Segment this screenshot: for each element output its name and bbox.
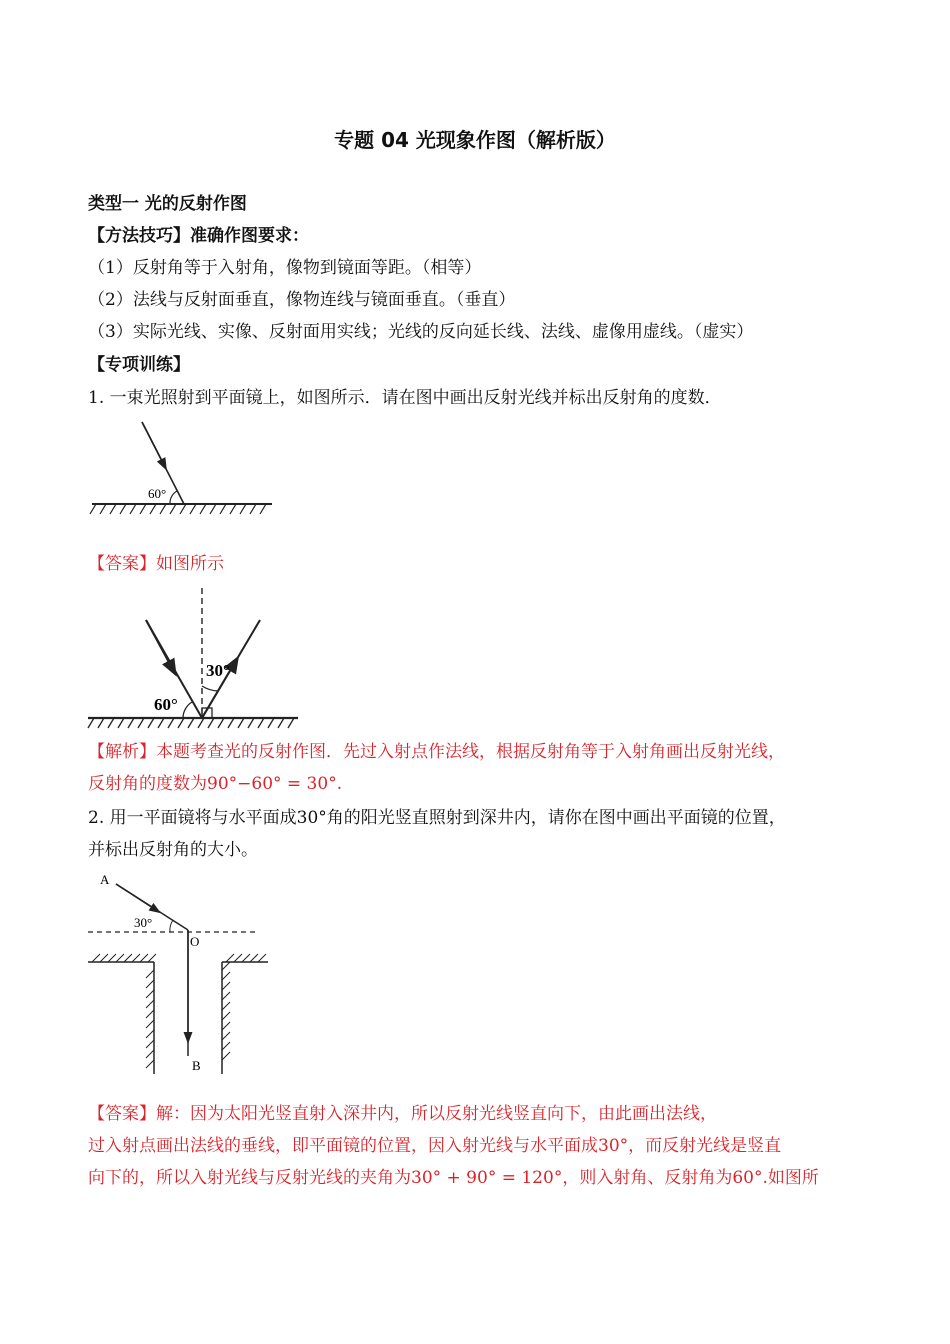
q1-figure (90, 420, 280, 520)
q1-analysis-line: 反射角的度数为90°−60° = 30°. (88, 774, 343, 794)
q2-figure (86, 868, 276, 1088)
q2-angle-label: 30° (134, 915, 153, 930)
question-2-text: 2. 用一平面镜将与水平面成30°角的阳光竖直照射到深井内，请你在图中画出平面镜的位置， (88, 808, 786, 828)
q1-angle-label: 60° (148, 486, 167, 501)
q2-answer-line: 过入射点画出法线的垂线，即平面镜的位置，因入射光线与水平面成30°，而反射光线是竖直 (88, 1136, 782, 1156)
page-title: 专题 04 光现象作图（解析版） (334, 128, 616, 152)
question-1-text: 1. 一束光照射到平面镜上，如图所示．请在图中画出反射光线并标出反射角的度数． (88, 388, 722, 408)
ans-reflect-angle-label: 30° (206, 661, 230, 680)
q1-answer: 【答案】如图所示 (88, 554, 224, 574)
training-heading: 【专项训练】 (88, 355, 190, 375)
q2-answer-line: 【答案】解：因为太阳光竖直射入深井内，所以反射光线竖直向下，由此画出法线， (88, 1104, 717, 1124)
rule-item: （1）反射角等于入射角，像物到镜面等距。（相等） (88, 258, 482, 278)
q2-answer-line: 向下的，所以入射光线与反射光线的夹角为30° + 90° = 120°，则入射角、反射角为60°.如图所 (88, 1168, 819, 1188)
section-heading: 类型一 光的反射作图 (88, 194, 247, 214)
q1-answer-figure (88, 588, 303, 728)
rule-item: （2）法线与反射面垂直，像物连线与镜面垂直。（垂直） (88, 290, 516, 310)
ans-incident-angle-label: 60° (154, 695, 178, 714)
q1-analysis-line: 【解析】本题考查光的反射作图．先过入射点作法线，根据反射角等于入射角画出反射光线， (88, 742, 785, 762)
method-heading: 【方法技巧】准确作图要求： (88, 226, 309, 246)
point-b-label: B (192, 1058, 201, 1073)
point-o-label: O (190, 934, 200, 949)
question-2-text: 并标出反射角的大小。 (88, 840, 258, 860)
point-a-label: A (100, 872, 110, 887)
rule-item: （3）实际光线、实像、反射面用实线；光线的反向延长线、法线、虚像用虚线。（虚实） (88, 322, 754, 342)
